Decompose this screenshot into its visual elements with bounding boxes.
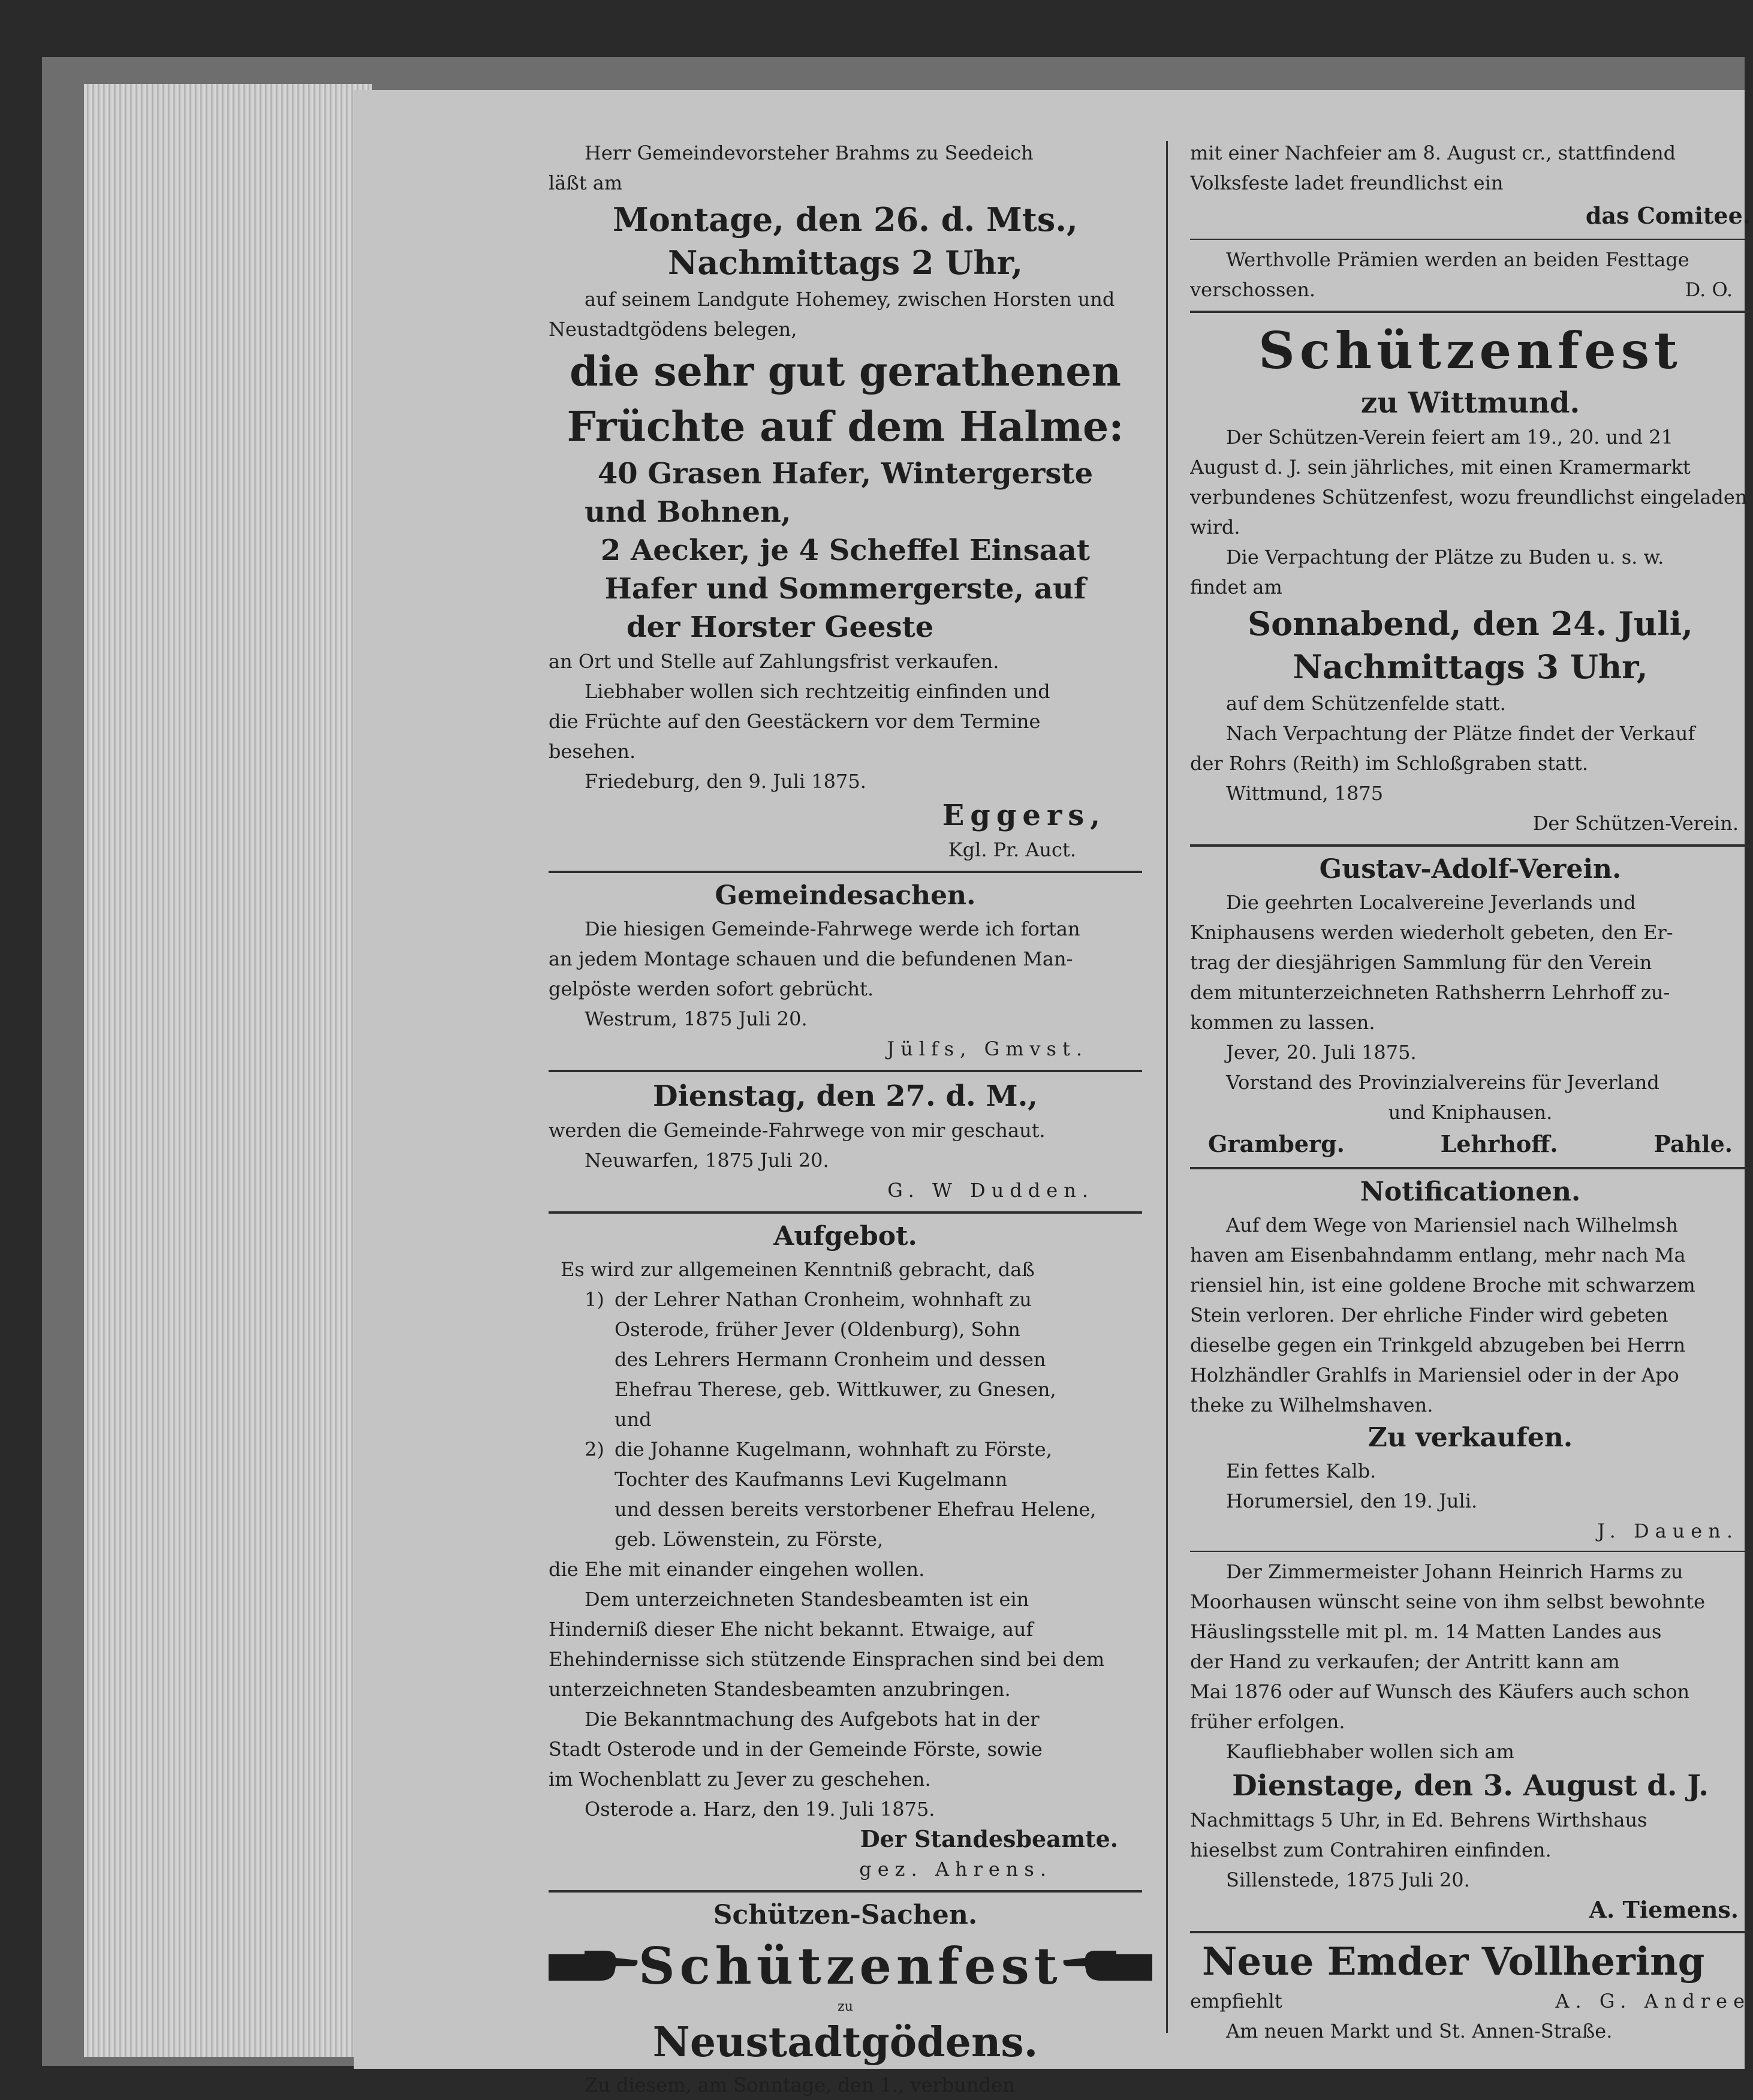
text-line: dem mitunterzeichneten Rathsherrn Lehrhoff zu- xyxy=(1190,981,1670,1004)
text-line: hieselbst zum Contrahiren einfinden. xyxy=(1190,1839,1552,1861)
gemeinde-section xyxy=(549,878,1142,1064)
item-line: 2 Aecker, je 4 Scheffel Einsaat xyxy=(600,534,1091,567)
text-line: verschossen. xyxy=(1190,278,1316,301)
text-line: Nach Verpachtung der Plätze findet der Verkauf xyxy=(1226,722,1695,745)
text-line: dieselbe gegen ein Trinkgeld abzugeben bei Herrn xyxy=(1190,1334,1686,1356)
text-line: Die Verpachtung der Plätze zu Buden u. s. w. xyxy=(1226,546,1664,568)
signature: Der Schützen-Verein. xyxy=(1532,812,1739,835)
text-line: Die hiesigen Gemeinde-Fahrwege werde ich fortan xyxy=(585,917,1080,940)
section-rule xyxy=(549,1070,1142,1072)
text-line: Werthvolle Prämien werden an beiden Festtage xyxy=(1226,248,1689,271)
text-line: und Kniphausen. xyxy=(1388,1101,1553,1124)
section-rule xyxy=(1190,311,1751,313)
text-line: der Rohrs (Reith) im Schloßgraben statt. xyxy=(1190,752,1589,775)
text-line: Häuslingsstelle mit pl. m. 14 Matten Landes aus xyxy=(1190,1620,1662,1643)
list-number: 2) xyxy=(585,1438,604,1461)
section-rule xyxy=(1190,1551,1751,1552)
text-line: Volksfeste ladet freundlichst ein xyxy=(1190,172,1504,194)
text-line: zu xyxy=(838,1999,853,2014)
signature: Gramberg. xyxy=(1208,1130,1345,1157)
section-rule xyxy=(1190,1167,1751,1169)
signature: das Comitee. xyxy=(1585,202,1751,229)
text-line: Der Schützen-Verein feiert am 19., 20. und 21 xyxy=(1226,426,1673,449)
signature: A. Tiemens. xyxy=(1589,1896,1739,1923)
verkaufen-section xyxy=(1190,1420,1751,1546)
text-line: Ehehindernisse sich stützende Einsprachen sind bei dem xyxy=(549,1648,1105,1671)
text-line: Kniphausens werden wiederholt gebeten, den Er- xyxy=(1190,921,1673,944)
signature: Pahle. xyxy=(1653,1130,1733,1157)
section-rule xyxy=(1190,1931,1751,1933)
aufgebot-section xyxy=(549,1219,1142,1884)
text-line: Tochter des Kaufmanns Levi Kugelmann xyxy=(615,1468,1008,1491)
section-heading: Schützen-Sachen. xyxy=(713,1900,978,1930)
text-line: werden die Gemeinde-Fahrwege von mir geschaut. xyxy=(549,1119,1046,1142)
zimmermeister-section xyxy=(1190,1557,1751,1925)
text-line: Die Bekanntmachung des Aufgebots hat in der xyxy=(585,1708,1040,1731)
section-heading: Gustav-Adolf-Verein. xyxy=(1319,854,1622,884)
gustav-adolf-section xyxy=(1190,852,1751,1161)
text-line: Vorstand des Provinzialvereins für Jeverland xyxy=(1226,1071,1659,1094)
text-line: Am neuen Markt und St. Annen-Straße. xyxy=(1226,2020,1613,2042)
text-line: Osterode, früher Jever (Oldenburg), Sohn xyxy=(615,1318,1020,1341)
auction-date: Montage, den 26. d. Mts., xyxy=(613,200,1078,239)
text-line: wird. xyxy=(1190,516,1240,538)
text-line: früher erfolgen. xyxy=(1190,1710,1345,1733)
text-line: Ein fettes Kalb. xyxy=(1226,1460,1377,1482)
list-number: 1) xyxy=(585,1288,604,1311)
text-line: Moorhausen wünscht seine von ihm selbst bewohnte xyxy=(1190,1590,1706,1613)
section-rule xyxy=(1190,844,1751,847)
text-line: die Ehe mit einander eingehen wollen. xyxy=(549,1558,925,1581)
text-line: riensiel hin, ist eine goldene Broche mit schwarzem xyxy=(1190,1274,1695,1296)
text-line: Nachmittags 5 Uhr, in Ed. Behrens Wirthshaus xyxy=(1190,1809,1647,1831)
item-line: der Horster Geeste xyxy=(626,610,934,644)
dateline: Jever, 20. Juli 1875. xyxy=(1226,1041,1417,1064)
text-line: des Lehrers Hermann Cronheim und dessen xyxy=(615,1348,1046,1371)
text-line: besehen. xyxy=(549,740,636,763)
text-line: Kaufliebhaber wollen sich am xyxy=(1226,1740,1514,1763)
verpachtung-time: Nachmittags 3 Uhr, xyxy=(1293,648,1648,686)
text-line: Auf dem Wege von Mariensiel nach Wilhelmsh xyxy=(1226,1214,1678,1236)
signature: Lehrhoff. xyxy=(1440,1130,1558,1157)
signature: Jülfs, Gmvst. xyxy=(887,1037,1088,1060)
text-line: theke zu Wilhelmshaven. xyxy=(1190,1394,1433,1416)
text-line: Stadt Osterode und in der Gemeinde Förste, sowie xyxy=(549,1738,1043,1761)
verpachtung-date: Sonnabend, den 24. Juli, xyxy=(1248,604,1693,643)
dateline: Friedeburg, den 9. Juli 1875. xyxy=(585,770,866,793)
text-line: haven am Eisenbahndamm entlang, mehr nach Ma xyxy=(1190,1244,1686,1266)
text-line: findet am xyxy=(1190,576,1282,598)
place-title: zu Wittmund. xyxy=(1360,386,1580,420)
text-line: der Lehrer Nathan Cronheim, wohnhaft zu xyxy=(615,1288,1032,1311)
notification-section xyxy=(1190,1174,1751,1420)
text-line: Die geehrten Localvereine Jeverlands und xyxy=(1226,891,1636,914)
section-rule xyxy=(549,871,1142,873)
item-line: 40 Grasen Hafer, Wintergerste xyxy=(597,457,1094,491)
section-rule xyxy=(549,1211,1142,1214)
text-line: Es wird zur allgemeinen Kenntniß gebracht, daß xyxy=(561,1258,1035,1281)
dateline: Osterode a. Harz, den 19. Juli 1875. xyxy=(585,1798,935,1821)
signature: D. O. xyxy=(1685,278,1733,301)
text-line: Holzhändler Grahlfs in Mariensiel oder in der Apo xyxy=(1190,1364,1679,1386)
text-line: gelpöste werden sofort gebrücht. xyxy=(549,977,874,1000)
text-line: die Johanne Kugelmann, wohnhaft zu Förste, xyxy=(615,1438,1052,1461)
text-row xyxy=(1190,275,1751,305)
text-line: empfiehlt xyxy=(1190,1990,1282,2012)
right-column xyxy=(1190,138,1751,2046)
wittmund-section xyxy=(1190,318,1751,838)
text-line: Dem unterzeichneten Standesbeamten ist ein xyxy=(585,1588,1029,1611)
signature: G. W Dudden. xyxy=(887,1179,1094,1202)
section-rule xyxy=(1190,239,1751,240)
list-item xyxy=(549,1284,1142,1434)
signature-title: Kgl. Pr. Auct. xyxy=(948,838,1076,861)
item-line: und Bohnen, xyxy=(585,495,791,529)
section-heading: Neue Emder Vollhering xyxy=(1202,1939,1705,1984)
nachfeier-section xyxy=(1190,138,1751,305)
page-edges xyxy=(84,84,372,2057)
list-item xyxy=(549,1434,1142,1554)
dateline: Westrum, 1875 Juli 20. xyxy=(585,1007,808,1030)
text-line: und dessen bereits verstorbener Ehefrau Helene, xyxy=(615,1498,1097,1521)
dateline: Sillenstede, 1875 Juli 20. xyxy=(1226,1869,1470,1891)
text-line: Ehefrau Therese, geb. Wittkuwer, zu Gnesen, xyxy=(615,1378,1056,1401)
section-rule xyxy=(549,1890,1142,1893)
text-line: Der Zimmermeister Johann Heinrich Harms zu xyxy=(1226,1560,1683,1583)
auction-time: Nachmittags 2 Uhr, xyxy=(667,243,1023,282)
section-heading: Gemeindesachen. xyxy=(715,880,976,911)
brahms-advert xyxy=(549,138,1142,865)
column-divider xyxy=(1166,141,1168,2033)
text-line: unterzeichneten Standesbeamten anzubringen. xyxy=(549,1678,1011,1701)
text-line: an Ort und Stelle auf Zahlungsfrist verkaufen. xyxy=(549,650,999,673)
section-heading: Notificationen. xyxy=(1360,1177,1581,1207)
pointing-hand-right-icon xyxy=(549,1948,638,1984)
dienstag-section xyxy=(549,1077,1142,1205)
text-line: Stein verloren. Der ehrliche Finder wird gebeten xyxy=(1190,1304,1668,1326)
text-line: mit einer Nachfeier am 8. August cr., stattfindend xyxy=(1190,142,1676,164)
text-line: Neustadtgödens belegen, xyxy=(549,318,797,341)
signature: Der Standesbeamte. xyxy=(860,1825,1118,1852)
schuetzenfest-title-row xyxy=(549,1933,1142,1999)
dateline: Horumersiel, den 19. Juli. xyxy=(1226,1490,1478,1512)
text-row xyxy=(1190,1986,1751,2016)
section-heading: Aufgebot. xyxy=(773,1221,917,1251)
place-title: Neustadtgödens. xyxy=(652,2018,1038,2066)
signature: Eggers, xyxy=(942,799,1106,832)
text-line: Zu diesem, am Sonntage, den 1., verbunden xyxy=(585,2074,1015,2096)
text-line: läßt am xyxy=(549,172,623,194)
headline: die sehr gut gerathenen xyxy=(570,348,1121,396)
text-line: August d. J. sein jährliches, mit einen Kramermarkt xyxy=(1190,456,1691,479)
text-line: geb. Löwenstein, zu Förste, xyxy=(615,1528,884,1551)
section-heading: Zu verkaufen. xyxy=(1368,1422,1573,1453)
schuetzenfest-title: Schützenfest xyxy=(1258,321,1682,380)
section-heading: Dienstag, den 27. d. M., xyxy=(652,1079,1038,1113)
signature: J. Dauen. xyxy=(1597,1520,1739,1542)
text-line: auf seinem Landgute Hohemey, zwischen Horsten und xyxy=(585,288,1115,311)
headline: Früchte auf dem Halme: xyxy=(567,403,1124,451)
text-line: Hinderniß dieser Ehe nicht bekannt. Etwaige, auf xyxy=(549,1618,1034,1641)
text-line: Herr Gemeindevorsteher Brahms zu Seedeich xyxy=(585,142,1034,164)
text-line: und xyxy=(615,1408,652,1431)
text-line: der Hand zu verkaufen; der Antritt kann am xyxy=(1190,1650,1620,1673)
text-line: trag der diesjährigen Sammlung für den Verein xyxy=(1190,951,1652,974)
item-line: Hafer und Sommergerste, auf xyxy=(604,572,1086,606)
schuetzenfest-title: Schützenfest xyxy=(638,1936,1062,1996)
text-line: Liebhaber wollen sich rechtzeitig einfinden und xyxy=(585,680,1050,703)
pointing-hand-left-icon xyxy=(1062,1948,1152,1984)
schuetzen-sachen-section xyxy=(549,1897,1142,2100)
text-line: im Wochenblatt zu Jever zu geschehen. xyxy=(549,1768,931,1791)
dateline: Neuwarfen, 1875 Juli 20. xyxy=(585,1149,829,1172)
hering-section xyxy=(1190,1938,1751,2046)
text-line: verbundenes Schützenfest, wozu freundlichst eingeladen xyxy=(1190,486,1748,509)
signature: gez. Ahrens. xyxy=(859,1858,1052,1881)
text-line: an jedem Montage schauen und die befundenen Man- xyxy=(549,947,1073,970)
text-line: die Früchte auf den Geestäckern vor dem Termine xyxy=(549,710,1041,733)
text-line: kommen zu lassen. xyxy=(1190,1011,1375,1034)
signature: A. G. Andree xyxy=(1555,1990,1751,2012)
signature-row xyxy=(1190,1127,1751,1161)
sale-date: Dienstage, den 3. August d. J. xyxy=(1232,1769,1709,1803)
left-column xyxy=(549,138,1142,2100)
dateline: Wittmund, 1875 xyxy=(1226,782,1384,805)
text-line: auf dem Schützenfelde statt. xyxy=(1226,692,1506,715)
text-line: Mai 1876 oder auf Wunsch des Käufers auch schon xyxy=(1190,1680,1690,1703)
